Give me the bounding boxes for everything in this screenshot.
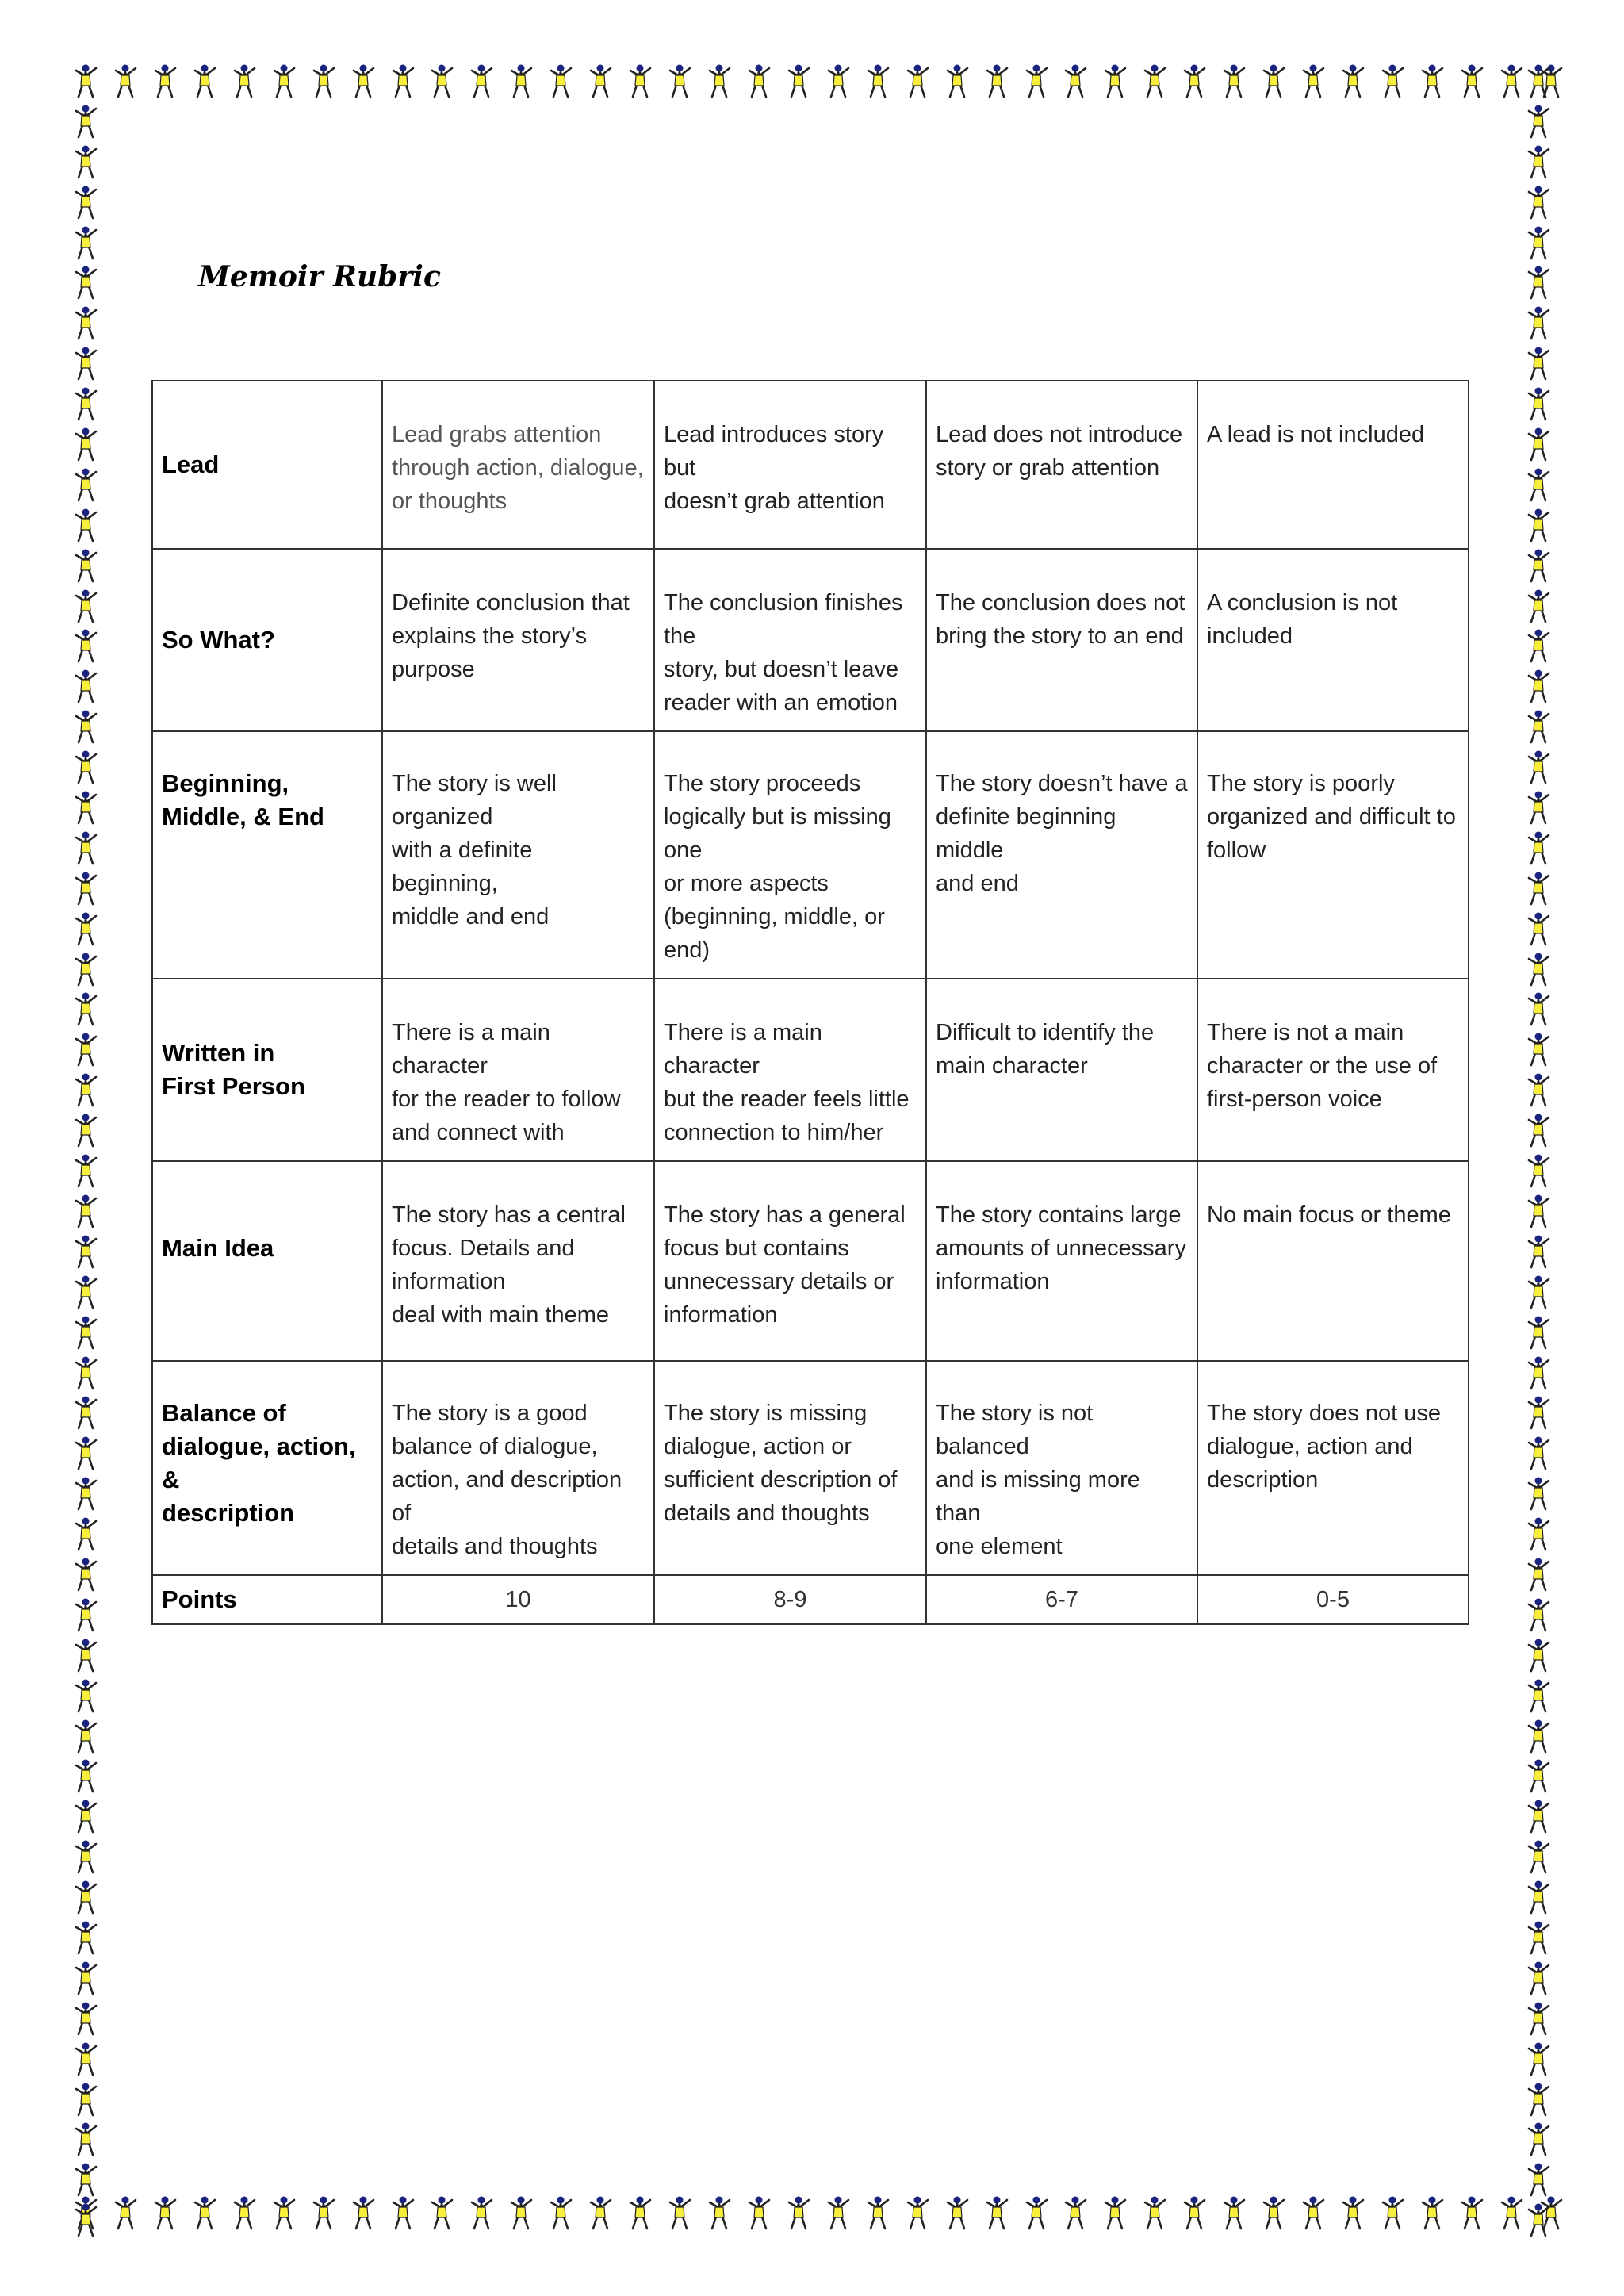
stick-figure-icon bbox=[149, 63, 181, 100]
stick-figure-icon bbox=[1059, 2195, 1091, 2232]
stick-figure-icon bbox=[70, 2202, 102, 2239]
page-border-bottom bbox=[70, 2195, 1567, 2240]
level-cell: The story does not use dialogue, action and description bbox=[1197, 1361, 1469, 1575]
stick-figure-icon bbox=[387, 2195, 419, 2232]
page-border-top bbox=[70, 63, 1567, 108]
stick-figure-icon bbox=[1522, 1799, 1554, 1835]
stick-figure-icon bbox=[268, 2195, 300, 2232]
document-title: Memoir Rubric bbox=[198, 260, 441, 293]
stick-figure-icon bbox=[1522, 467, 1554, 504]
stick-figure-icon bbox=[703, 63, 735, 100]
stick-figure-icon bbox=[70, 1758, 102, 1795]
stick-figure-icon bbox=[1522, 1961, 1554, 1997]
stick-figure-icon bbox=[1522, 346, 1554, 382]
stick-figure-icon bbox=[70, 952, 102, 988]
stick-figure-icon bbox=[1522, 386, 1554, 423]
stick-figure-icon bbox=[1522, 1638, 1554, 1674]
criterion-cell: Written in First Person bbox=[152, 979, 382, 1161]
stick-figure-icon bbox=[70, 508, 102, 544]
stick-figure-icon bbox=[70, 1153, 102, 1190]
stick-figure-icon bbox=[70, 346, 102, 382]
points-value: 0-5 bbox=[1197, 1575, 1469, 1624]
stick-figure-icon bbox=[1099, 2195, 1131, 2232]
level-cell: A conclusion is not included bbox=[1197, 549, 1469, 731]
stick-figure-icon bbox=[70, 1516, 102, 1553]
stick-figure-icon bbox=[1522, 1920, 1554, 1957]
stick-figure-icon bbox=[70, 911, 102, 948]
level-cell: The story has a general focus but contains unnecessary details or information bbox=[654, 1161, 926, 1361]
stick-figure-icon bbox=[70, 1315, 102, 1351]
stick-figure-icon bbox=[1522, 2001, 1554, 2037]
stick-figure-icon bbox=[1522, 1315, 1554, 1351]
stick-figure-icon bbox=[70, 709, 102, 746]
stick-figure-icon bbox=[1139, 2195, 1170, 2232]
stick-figure-icon bbox=[1522, 1839, 1554, 1876]
stick-figure-icon bbox=[1522, 185, 1554, 221]
stick-figure-icon bbox=[822, 63, 854, 100]
stick-figure-icon bbox=[1522, 628, 1554, 665]
stick-figure-icon bbox=[1522, 1597, 1554, 1634]
level-cell: There is not a main character or the use of first-person voice bbox=[1197, 979, 1469, 1161]
stick-figure-icon bbox=[1218, 63, 1250, 100]
level-cell: No main focus or theme bbox=[1197, 1161, 1469, 1361]
stick-figure-icon bbox=[70, 427, 102, 463]
stick-figure-icon bbox=[189, 63, 220, 100]
stick-figure-icon bbox=[1522, 871, 1554, 907]
stick-figure-icon bbox=[1522, 1194, 1554, 1230]
stick-figure-icon bbox=[70, 63, 102, 100]
stick-figure-icon bbox=[624, 2195, 656, 2232]
rubric-row-lead bbox=[152, 381, 1469, 549]
stick-figure-icon bbox=[70, 991, 102, 1028]
stick-figure-icon bbox=[1522, 1072, 1554, 1109]
level-cell: Difficult to identify the main character bbox=[926, 979, 1197, 1161]
level-cell: The story doesn’t have a definite beginning middle and end bbox=[926, 731, 1197, 979]
stick-figure-icon bbox=[1021, 63, 1052, 100]
stick-figure-icon bbox=[1522, 1395, 1554, 1432]
stick-figure-icon bbox=[1522, 669, 1554, 705]
stick-figure-icon bbox=[902, 63, 933, 100]
stick-figure-icon bbox=[70, 588, 102, 625]
stick-figure-icon bbox=[70, 1113, 102, 1149]
stick-figure-icon bbox=[584, 2195, 616, 2232]
stick-figure-icon bbox=[1522, 2202, 1554, 2239]
level-cell: The story has a central focus. Details and information deal with main theme bbox=[382, 1161, 654, 1361]
rubric-row-main-idea bbox=[152, 1161, 1469, 1361]
stick-figure-icon bbox=[228, 2195, 260, 2232]
points-value: 8-9 bbox=[654, 1575, 926, 1624]
level-cell: There is a main character for the reader to follow and connect with bbox=[382, 979, 654, 1161]
stick-figure-icon bbox=[149, 2195, 181, 2232]
criterion-cell: So What? bbox=[152, 549, 382, 731]
stick-figure-icon bbox=[1139, 63, 1170, 100]
stick-figure-icon bbox=[70, 628, 102, 665]
stick-figure-icon bbox=[1337, 63, 1369, 100]
stick-figure-icon bbox=[308, 2195, 339, 2232]
level-cell: Definite conclusion that explains the story’s purpose bbox=[382, 549, 654, 731]
stick-figure-icon bbox=[1522, 1719, 1554, 1755]
rubric-row-points bbox=[152, 1575, 1469, 1624]
stick-figure-icon bbox=[268, 63, 300, 100]
stick-figure-icon bbox=[862, 63, 894, 100]
rubric-row-first-person bbox=[152, 979, 1469, 1161]
stick-figure-icon bbox=[1522, 104, 1554, 140]
stick-figure-icon bbox=[743, 63, 775, 100]
stick-figure-icon bbox=[1522, 508, 1554, 544]
stick-figure-icon bbox=[703, 2195, 735, 2232]
stick-figure-icon bbox=[1099, 63, 1131, 100]
stick-figure-icon bbox=[862, 2195, 894, 2232]
level-cell: Lead introduces story but doesn’t grab attention bbox=[654, 381, 926, 549]
stick-figure-icon bbox=[505, 63, 537, 100]
stick-figure-icon bbox=[70, 1435, 102, 1472]
stick-figure-icon bbox=[70, 2122, 102, 2158]
stick-figure-icon bbox=[70, 386, 102, 423]
stick-figure-icon bbox=[1522, 1153, 1554, 1190]
stick-figure-icon bbox=[783, 2195, 814, 2232]
stick-figure-icon bbox=[1522, 2082, 1554, 2118]
stick-figure-icon bbox=[70, 1355, 102, 1392]
level-cell: The story is well organized with a definite beginning, middle and end bbox=[382, 731, 654, 979]
stick-figure-icon bbox=[1522, 2041, 1554, 2078]
stick-figure-icon bbox=[70, 1557, 102, 1593]
level-cell: The story is poorly organized and difficult to follow bbox=[1197, 731, 1469, 979]
stick-figure-icon bbox=[70, 1920, 102, 1957]
stick-figure-icon bbox=[981, 2195, 1013, 2232]
stick-figure-icon bbox=[902, 2195, 933, 2232]
stick-figure-icon bbox=[545, 63, 576, 100]
stick-figure-icon bbox=[70, 1719, 102, 1755]
stick-figure-icon bbox=[70, 1032, 102, 1068]
stick-figure-icon bbox=[1178, 2195, 1210, 2232]
stick-figure-icon bbox=[70, 1274, 102, 1311]
stick-figure-icon bbox=[1522, 265, 1554, 301]
stick-figure-icon bbox=[465, 63, 497, 100]
stick-figure-icon bbox=[70, 548, 102, 585]
stick-figure-icon bbox=[70, 185, 102, 221]
stick-figure-icon bbox=[70, 265, 102, 301]
stick-figure-icon bbox=[1522, 305, 1554, 342]
stick-figure-icon bbox=[1522, 2162, 1554, 2198]
page-border-left bbox=[70, 63, 114, 2240]
stick-figure-icon bbox=[1522, 427, 1554, 463]
stick-figure-icon bbox=[545, 2195, 576, 2232]
stick-figure-icon bbox=[70, 1234, 102, 1271]
stick-figure-icon bbox=[1522, 548, 1554, 585]
stick-figure-icon bbox=[1522, 1678, 1554, 1715]
stick-figure-icon bbox=[1522, 1274, 1554, 1311]
stick-figure-icon bbox=[1522, 63, 1554, 100]
stick-figure-icon bbox=[228, 63, 260, 100]
page-border-right bbox=[1522, 63, 1567, 2240]
stick-figure-icon bbox=[1258, 63, 1289, 100]
stick-figure-icon bbox=[70, 1476, 102, 1512]
stick-figure-icon bbox=[387, 63, 419, 100]
stick-figure-icon bbox=[1522, 1516, 1554, 1553]
stick-figure-icon bbox=[70, 1638, 102, 1674]
stick-figure-icon bbox=[308, 63, 339, 100]
level-cell: The story is missing dialogue, action or sufficient description of details and thoughts bbox=[654, 1361, 926, 1575]
stick-figure-icon bbox=[1456, 2195, 1488, 2232]
stick-figure-icon bbox=[70, 1395, 102, 1432]
stick-figure-icon bbox=[70, 2041, 102, 2078]
stick-figure-icon bbox=[70, 1961, 102, 1997]
rubric-row-balance bbox=[152, 1361, 1469, 1575]
stick-figure-icon bbox=[1522, 911, 1554, 948]
stick-figure-icon bbox=[1522, 952, 1554, 988]
stick-figure-icon bbox=[1258, 2195, 1289, 2232]
stick-figure-icon bbox=[1377, 2195, 1408, 2232]
stick-figure-icon bbox=[1059, 63, 1091, 100]
stick-figure-icon bbox=[1456, 63, 1488, 100]
stick-figure-icon bbox=[941, 63, 973, 100]
stick-figure-icon bbox=[1522, 1880, 1554, 1916]
stick-figure-icon bbox=[70, 225, 102, 262]
stick-figure-icon bbox=[1021, 2195, 1052, 2232]
stick-figure-icon bbox=[822, 2195, 854, 2232]
stick-figure-icon bbox=[1522, 830, 1554, 867]
stick-figure-icon bbox=[624, 63, 656, 100]
stick-figure-icon bbox=[783, 63, 814, 100]
stick-figure-icon bbox=[70, 1072, 102, 1109]
stick-figure-icon bbox=[1522, 749, 1554, 786]
stick-figure-icon bbox=[70, 1799, 102, 1835]
stick-figure-icon bbox=[70, 790, 102, 826]
stick-figure-icon bbox=[1377, 63, 1408, 100]
stick-figure-icon bbox=[1522, 144, 1554, 181]
stick-figure-icon bbox=[664, 2195, 695, 2232]
stick-figure-icon bbox=[743, 2195, 775, 2232]
stick-figure-icon bbox=[1522, 991, 1554, 1028]
level-cell: Lead grabs attention through action, dialogue, or thoughts bbox=[382, 381, 654, 549]
points-value: 10 bbox=[382, 1575, 654, 1624]
stick-figure-icon bbox=[426, 2195, 458, 2232]
stick-figure-icon bbox=[70, 669, 102, 705]
level-cell: The story is a good balance of dialogue, action, and description of details and thoughts bbox=[382, 1361, 654, 1575]
criterion-cell: Balance of dialogue, action, & description bbox=[152, 1361, 382, 1575]
points-value: 6-7 bbox=[926, 1575, 1197, 1624]
stick-figure-icon bbox=[1416, 63, 1448, 100]
stick-figure-icon bbox=[70, 2162, 102, 2198]
criterion-cell: Lead bbox=[152, 381, 382, 549]
level-cell: Lead does not introduce story or grab attention bbox=[926, 381, 1197, 549]
stick-figure-icon bbox=[70, 1678, 102, 1715]
stick-figure-icon bbox=[1297, 2195, 1329, 2232]
stick-figure-icon bbox=[70, 830, 102, 867]
criterion-cell: Beginning, Middle, & End bbox=[152, 731, 382, 979]
stick-figure-icon bbox=[426, 63, 458, 100]
stick-figure-icon bbox=[70, 2082, 102, 2118]
level-cell: The conclusion finishes the story, but doesn’t leave reader with an emotion bbox=[654, 549, 926, 731]
stick-figure-icon bbox=[1522, 2122, 1554, 2158]
stick-figure-icon bbox=[189, 2195, 220, 2232]
level-cell: The story proceeds logically but is missing one or more aspects (beginning, middle, or end) bbox=[654, 731, 926, 979]
rubric-row-beginning-middle-end bbox=[152, 731, 1469, 979]
stick-figure-icon bbox=[1522, 225, 1554, 262]
stick-figure-icon bbox=[70, 467, 102, 504]
stick-figure-icon bbox=[1522, 1234, 1554, 1271]
stick-figure-icon bbox=[1178, 63, 1210, 100]
stick-figure-icon bbox=[70, 305, 102, 342]
rubric-row-so-what bbox=[152, 549, 1469, 731]
stick-figure-icon bbox=[1522, 1032, 1554, 1068]
stick-figure-icon bbox=[1522, 1758, 1554, 1795]
criterion-cell: Main Idea bbox=[152, 1161, 382, 1361]
level-cell: There is a main character but the reader feels little connection to him/her bbox=[654, 979, 926, 1161]
stick-figure-icon bbox=[70, 1194, 102, 1230]
stick-figure-icon bbox=[70, 1880, 102, 1916]
stick-figure-icon bbox=[347, 63, 379, 100]
stick-figure-icon bbox=[1297, 63, 1329, 100]
stick-figure-icon bbox=[1522, 1476, 1554, 1512]
stick-figure-icon bbox=[70, 749, 102, 786]
stick-figure-icon bbox=[664, 63, 695, 100]
stick-figure-icon bbox=[1522, 1355, 1554, 1392]
level-cell: The conclusion does not bring the story to an end bbox=[926, 549, 1197, 731]
stick-figure-icon bbox=[70, 144, 102, 181]
stick-figure-icon bbox=[505, 2195, 537, 2232]
stick-figure-icon bbox=[941, 2195, 973, 2232]
stick-figure-icon bbox=[1522, 1113, 1554, 1149]
stick-figure-icon bbox=[1337, 2195, 1369, 2232]
level-cell: The story is not balanced and is missing more than one element bbox=[926, 1361, 1197, 1575]
points-label: Points bbox=[152, 1575, 382, 1624]
stick-figure-icon bbox=[1522, 588, 1554, 625]
level-cell: The story contains large amounts of unnecessary information bbox=[926, 1161, 1197, 1361]
stick-figure-icon bbox=[70, 1597, 102, 1634]
stick-figure-icon bbox=[70, 104, 102, 140]
stick-figure-icon bbox=[1416, 2195, 1448, 2232]
stick-figure-icon bbox=[1522, 790, 1554, 826]
stick-figure-icon bbox=[1522, 1435, 1554, 1472]
stick-figure-icon bbox=[1218, 2195, 1250, 2232]
level-cell: A lead is not included bbox=[1197, 381, 1469, 549]
stick-figure-icon bbox=[981, 63, 1013, 100]
stick-figure-icon bbox=[347, 2195, 379, 2232]
stick-figure-icon bbox=[1522, 709, 1554, 746]
stick-figure-icon bbox=[70, 1839, 102, 1876]
stick-figure-icon bbox=[70, 871, 102, 907]
stick-figure-icon bbox=[70, 2001, 102, 2037]
rubric-table bbox=[151, 380, 1469, 1625]
stick-figure-icon bbox=[465, 2195, 497, 2232]
stick-figure-icon bbox=[584, 63, 616, 100]
stick-figure-icon bbox=[1522, 1557, 1554, 1593]
